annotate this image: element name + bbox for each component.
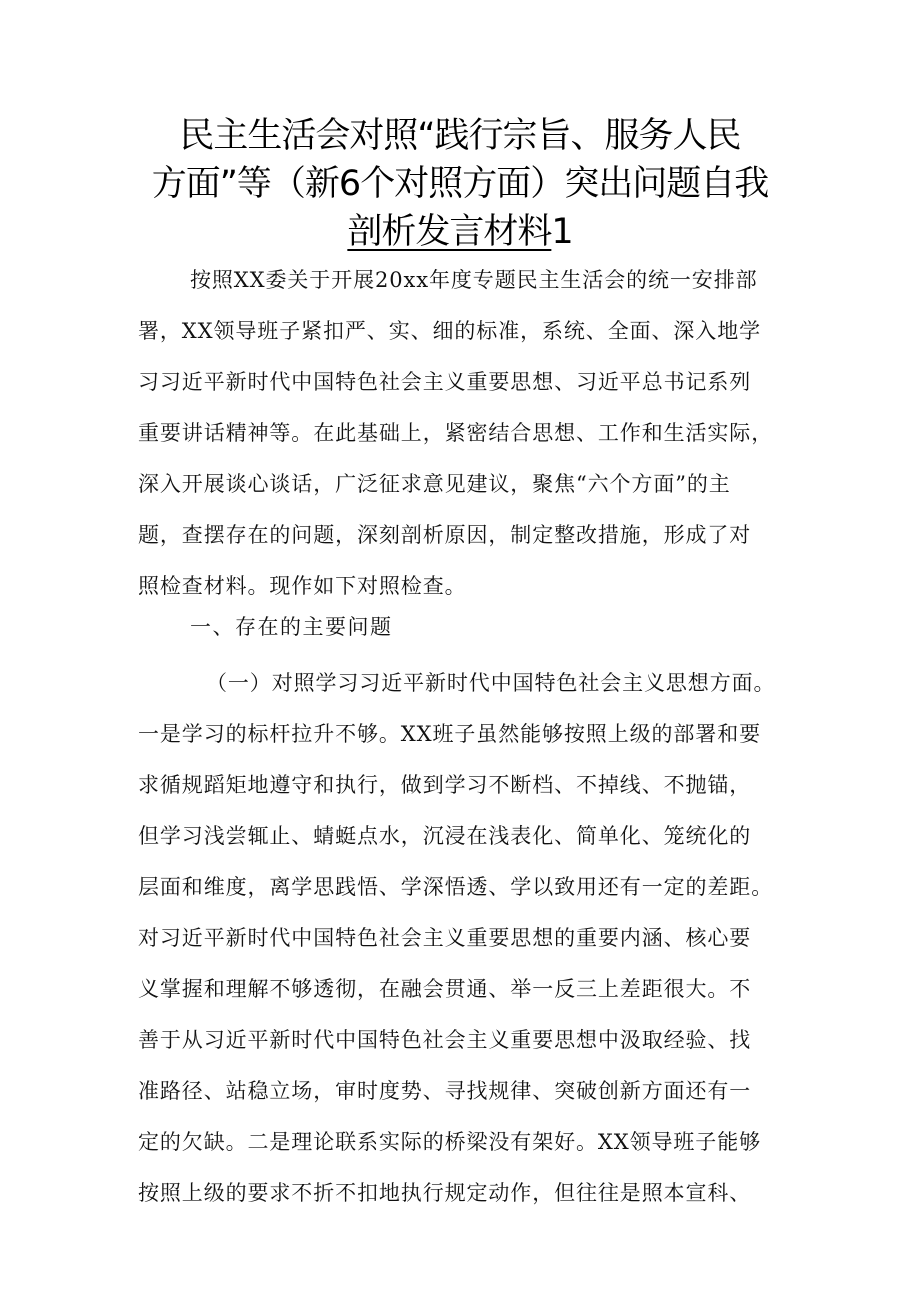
title-line-3 bbox=[120, 208, 800, 256]
intro-line-7: 照检查材料。现作如下对照检查。 bbox=[138, 574, 467, 598]
intro-line-6: 题，查摆存在的问题，深刻剖析原因，制定整改措施，形成了对 bbox=[138, 523, 752, 547]
intro-line-1: 按照XX委关于开展20xx年度专题民主生活会的统一安排部 bbox=[190, 268, 758, 292]
section1-line-3: 求循规蹈矩地遵守和执行，做到学习不断档、不掉线、不抛锚， bbox=[138, 773, 752, 797]
title-line-1: 民主生活会对照“践行宗旨、服务人民 bbox=[179, 116, 741, 156]
section-heading: 一、存在的主要问题 bbox=[190, 615, 393, 639]
intro-line-2: 署，XX领导班子紧扣严、实、细的标准，系统、全面、深入地学 bbox=[138, 319, 761, 343]
section1-paragraph bbox=[138, 658, 798, 1219]
title-line-3-text: 剖析发言材料 bbox=[347, 212, 552, 252]
section1-line-1: （一）对照学习习近平新时代中国特色社会主义思想方面。 bbox=[206, 671, 776, 695]
title-line-2: 方面”等（新6个对照方面）突出问题自我 bbox=[151, 164, 769, 204]
section1-line-7: 义掌握和理解不够透彻，在融会贯通、举一反三上差距很大。不 bbox=[138, 977, 752, 1001]
section1-line-2: 一是学习的标杆拉升不够。XX班子虽然能够按照上级的部署和要 bbox=[138, 722, 761, 746]
section1-line-10: 定的欠缺。二是理论联系实际的桥梁没有架好。XX领导班子能够 bbox=[138, 1130, 761, 1154]
intro-line-3: 习习近平新时代中国特色社会主义重要思想、习近平总书记系列 bbox=[138, 370, 752, 394]
title-suffix: 1 bbox=[551, 212, 573, 252]
section1-line-11: 按照上级的要求不折不扣地执行规定动作，但往往是照本宣科、 bbox=[138, 1181, 752, 1205]
section1-line-4: 但学习浅尝辄止、蜻蜓点水，沉浸在浅表化、简单化、笼统化的 bbox=[138, 824, 752, 848]
intro-paragraph bbox=[138, 255, 798, 612]
document-title bbox=[120, 112, 800, 256]
section1-line-5: 层面和维度，离学思践悟、学深悟透、学以致用还有一定的差距。 bbox=[138, 875, 774, 899]
section1-line-8: 善于从习近平新时代中国特色社会主义重要思想中汲取经验、找 bbox=[138, 1028, 752, 1052]
intro-line-4: 重要讲话精神等。在此基础上，紧密结合思想、工作和生活实际， bbox=[138, 421, 774, 445]
section1-line-6: 对习近平新时代中国特色社会主义重要思想的重要内涵、核心要 bbox=[138, 926, 752, 950]
section1-line-9: 准路径、站稳立场，审时度势、寻找规律、突破创新方面还有一 bbox=[138, 1079, 752, 1103]
intro-line-5: 深入开展谈心谈话，广泛征求意见建议，聚焦“六个方面”的主 bbox=[138, 472, 731, 496]
